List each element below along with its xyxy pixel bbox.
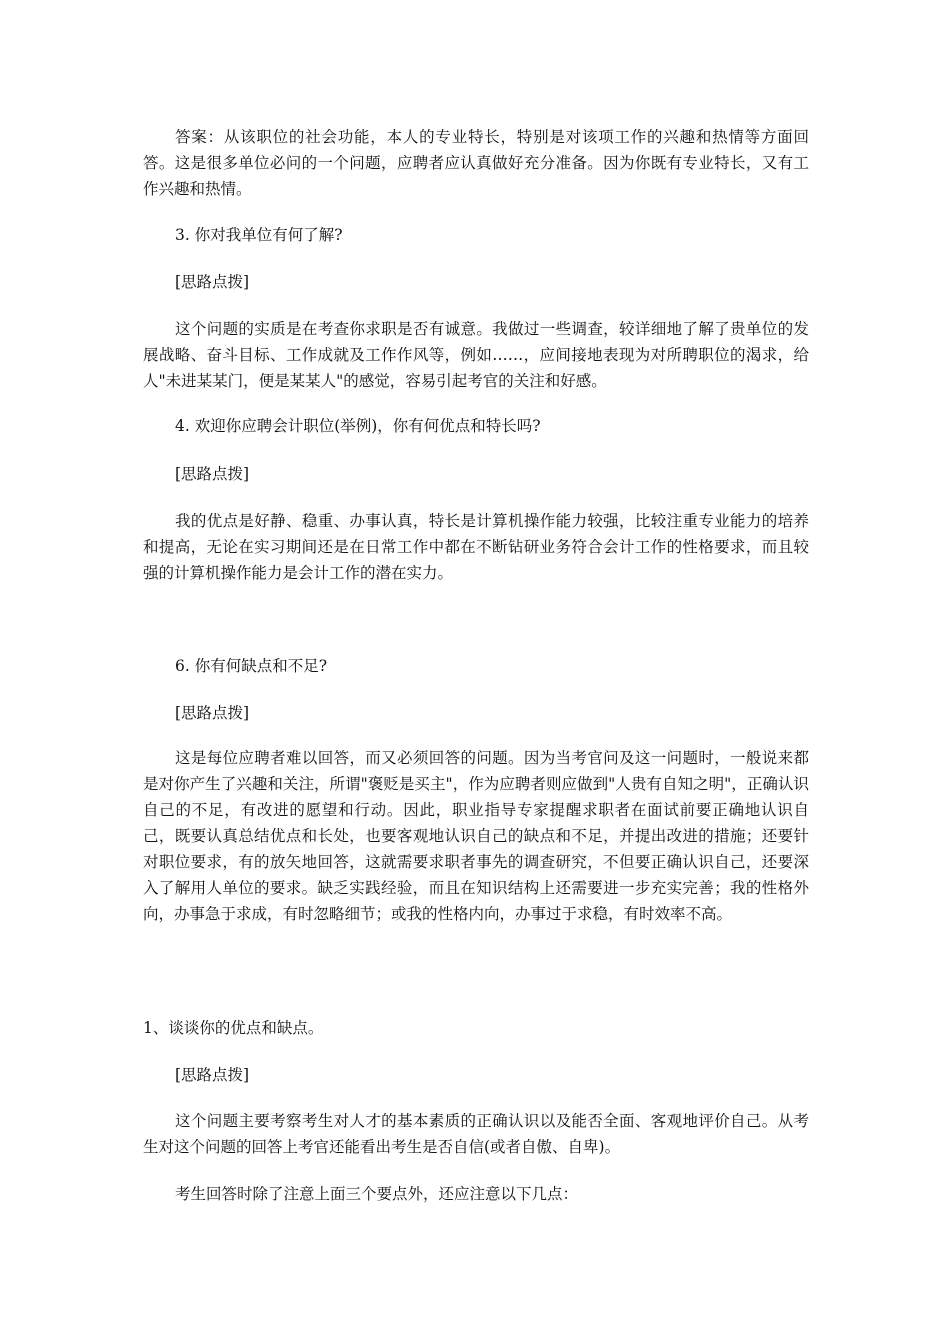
closing-paragraph: 考生回答时除了注意上面三个要点外，还应注意以下几点：	[175, 1185, 579, 1203]
answer-paragraph-q3: 这个问题的实质是在考查你求职是否有诚意。我做过一些调查，较详细地了解了贵单位的发展战略、奋斗目标、工作成就及工作作风等，例如……，应间接地表现为对所聘职位的渴求，给人"未进某某门，便是某某人"的感觉，容易引起考官的关注和好感。	[143, 320, 809, 390]
hint-label-3: [思路点拨]	[175, 704, 250, 722]
hint-label-4: [思路点拨]	[175, 1066, 250, 1084]
question-4: 4. 欢迎你应聘会计职位(举例)，你有何优点和特长吗?	[175, 417, 541, 435]
question-1: 1、谈谈你的优点和缺点。	[143, 1019, 324, 1037]
answer-paragraph-q4: 我的优点是好静、稳重、办事认真，特长是计算机操作能力较强，比较注重专业能力的培养和提高，无论在实习期间还是在日常工作中都在不断钻研业务符合会计工作的性格要求，而且较强的计算机操作能力是会计工作的潜在实力。	[143, 512, 809, 582]
hint-label-1: [思路点拨]	[175, 273, 250, 291]
question-6: 6. 你有何缺点和不足?	[175, 657, 328, 675]
answer-paragraph-q1: 这个问题主要考察考生对人才的基本素质的正确认识以及能否全面、客观地评价自己。从考生对这个问题的回答上考官还能看出考生是否自信(或者自傲、自卑)。	[143, 1112, 809, 1156]
answer-paragraph: 答案：从该职位的社会功能，本人的专业特长，特别是对该项工作的兴趣和热情等方面回答。这是很多单位必问的一个问题，应聘者应认真做好充分准备。因为你既有专业特长，又有工作兴趣和热情。	[143, 128, 809, 198]
answer-paragraph-q6: 这是每位应聘者难以回答，而又必须回答的问题。因为当考官问及这一问题时，一般说来都是对你产生了兴趣和关注，所谓"褒贬是买主"，作为应聘者则应做到"人贵有自知之明"，正确认识自己的不足，有改进的愿望和行动。因此，职业指导专家提醒求职者在面试前要正确地认识自己，既要认真总结优点和长处，也要客观地认识自己的缺点和不足，并提出改进的措施；还要针对职位要求，有的放矢地回答，这就需要求职者事先的调查研究，不但要正确认识自己，还要深入了解用人单位的要求。缺乏实践经验，而且在知识结构上还需要进一步充实完善；我的性格外向，办事急于求成，有时忽略细节；或我的性格内向，办事过于求稳，有时效率不高。	[143, 749, 809, 923]
hint-label-2: [思路点拨]	[175, 465, 250, 483]
question-3: 3. 你对我单位有何了解?	[175, 226, 343, 244]
